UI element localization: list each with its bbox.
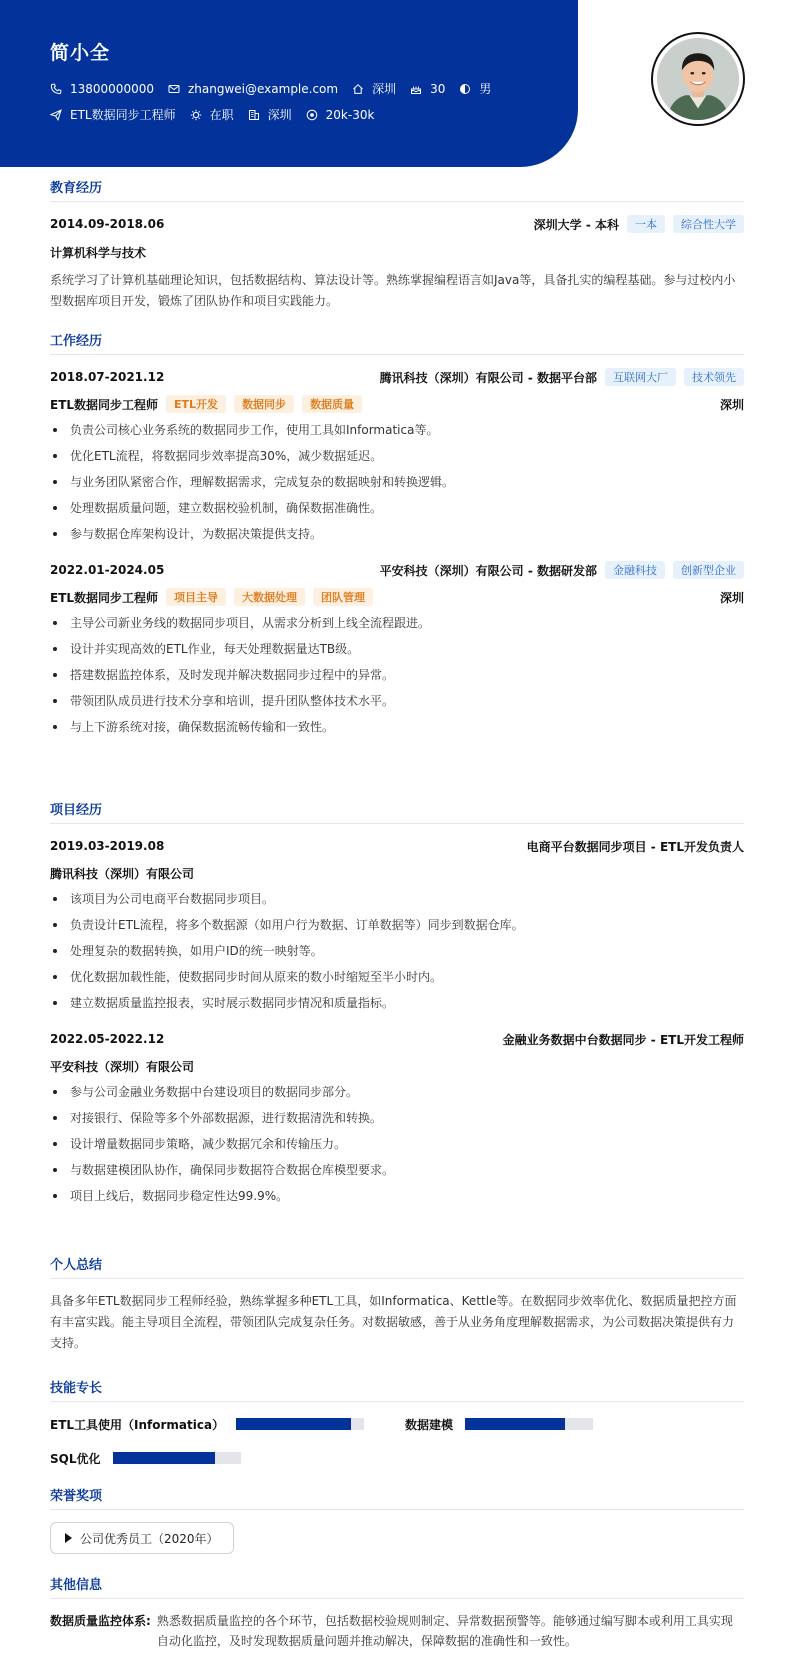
project-bullets [50, 886, 744, 1016]
education-description: 系统学习了计算机基础理论知识，包括数据结构、算法设计等。熟练掌握编程语言如Java等，具备扎实的编程基础。参与过校内小型数据库项目开发，锻炼了团队协作和项目实践能力。 [50, 273, 736, 308]
profile-photo [657, 38, 739, 120]
email-address: zhangwei@example.com [187, 81, 339, 96]
company-name: 腾讯科技（深圳）有限公司 - 数据平台部 [379, 370, 597, 385]
list-item: 处理复杂的数据转换，如用户ID的统一映射等。 [50, 938, 744, 964]
award-text: 公司优秀员工（2020年） [80, 1531, 219, 1546]
awards-section [50, 1485, 744, 1554]
avatar [651, 32, 745, 126]
list-item: 与上下游系统对接，确保数据流畅传输和一致性。 [50, 714, 744, 740]
list-item: 设计并实现高效的ETL作业，每天处理数据量达TB级。 [50, 636, 744, 662]
list-item: 项目上线后，数据同步稳定性达99.9%。 [50, 1183, 744, 1209]
skill-tag: 大数据处理 [234, 588, 305, 606]
company-tag: 互联网大厂 [605, 368, 676, 386]
project-section [50, 799, 744, 1209]
job-title: ETL数据同步工程师 [50, 590, 159, 605]
skill-bar [465, 1418, 593, 1430]
school-info [534, 215, 744, 233]
phone-item [50, 82, 154, 96]
project-name: 电商平台数据同步项目 - ETL开发负责人 [526, 839, 744, 854]
school-tag: 一本 [627, 215, 665, 233]
section-title: 教育经历 [50, 177, 744, 202]
section-title: 技能专长 [50, 1377, 744, 1402]
skill-tag: 团队管理 [313, 588, 373, 606]
list-item: 该项目为公司电商平台数据同步项目。 [50, 886, 744, 912]
hometown-value: 深圳 [372, 82, 397, 96]
project-item [50, 836, 744, 1016]
skill-tag: 数据质量 [302, 395, 362, 413]
award-item[interactable] [50, 1522, 234, 1554]
phone-number: 13800000000 [70, 81, 154, 96]
status-icon [190, 109, 202, 121]
project-company: 平安科技（深圳）有限公司 [50, 1059, 195, 1074]
school-name: 深圳大学 - 本科 [533, 217, 619, 232]
age-item [410, 82, 445, 96]
position-value: ETL数据同步工程师 [70, 108, 176, 122]
candidate-name: 简小全 [50, 42, 111, 64]
company-name: 平安科技（深圳）有限公司 - 数据研发部 [379, 563, 597, 578]
education-header [50, 214, 744, 234]
skill-tag: ETL开发 [166, 395, 226, 413]
work-item [50, 560, 744, 740]
skill-item [50, 1450, 241, 1467]
list-item: 与业务团队紧密合作，理解数据需求，完成复杂的数据映射和转换逻辑。 [50, 469, 744, 495]
city-value: 深圳 [267, 108, 292, 122]
work-city: 深圳 [719, 590, 744, 605]
skill-tag: 项目主导 [166, 588, 226, 606]
list-item: 负责设计ETL流程，将多个数据源（如用户行为数据、订单数据等）同步到数据仓库。 [50, 912, 744, 938]
job-title: ETL数据同步工程师 [50, 397, 159, 412]
project-date: 2019.03-2019.08 [50, 839, 165, 853]
project-company: 腾讯科技（深圳）有限公司 [50, 866, 195, 881]
company-tag: 金融科技 [605, 561, 665, 579]
other-label: 数据质量监控体系: [50, 1614, 151, 1628]
section-title: 项目经历 [50, 799, 744, 824]
home-icon [352, 83, 364, 95]
building-icon [248, 109, 260, 121]
work-section [50, 330, 744, 740]
email-item [168, 82, 338, 96]
status-item [190, 106, 234, 123]
summary-text: 具备多年ETL数据同步工程师经验，熟练掌握多种ETL工具，如Informatica、Kettle等。在数据同步效率优化、数据质量把控方面有丰富实践。能主导项目全流程，带领团队完成复杂任务。对数据敏感，善于从业务角度理解数据需求，为公司数据决策提供有力支持。 [50, 1294, 737, 1350]
section-title: 荣誉奖项 [50, 1485, 744, 1510]
other-section [50, 1574, 744, 1651]
education-date: 2014.09-2018.06 [50, 217, 165, 231]
work-date: 2022.01-2024.05 [50, 563, 165, 577]
gender-item [459, 80, 491, 97]
list-item: 搭建数据监控体系，及时发现并解决数据同步过程中的异常。 [50, 662, 744, 688]
city-item [248, 106, 292, 123]
salary-icon [306, 109, 318, 121]
section-title: 个人总结 [50, 1254, 744, 1279]
section-title: 其他信息 [50, 1574, 744, 1599]
work-city: 深圳 [719, 397, 744, 412]
list-item: 带领团队成员进行技术分享和培训，提升团队整体技术水平。 [50, 688, 744, 714]
contact-row [50, 80, 505, 97]
list-item: 参与公司金融业务数据中台建设项目的数据同步部分。 [50, 1079, 744, 1105]
job-intent-row [50, 106, 388, 123]
skill-bar-fill [465, 1418, 565, 1430]
list-item: 与数据建模团队协作，确保同步数据符合数据仓库模型要求。 [50, 1157, 744, 1183]
gender-value: 男 [479, 82, 492, 96]
skill-bar [113, 1452, 241, 1464]
summary-section [50, 1254, 744, 1354]
mail-icon [168, 83, 180, 95]
list-item: 参与数据仓库架构设计，为数据决策提供支持。 [50, 521, 744, 547]
school-tag: 综合性大学 [673, 215, 744, 233]
skill-tag: 数据同步 [234, 395, 294, 413]
company-info [380, 368, 744, 386]
list-item: 处理数据质量问题，建立数据校验机制，确保数据准确性。 [50, 495, 744, 521]
company-tag: 技术领先 [684, 368, 744, 386]
major-name: 计算机科学与技术 [50, 246, 147, 260]
age-value: 30 [430, 81, 446, 96]
section-title: 工作经历 [50, 330, 744, 355]
work-item [50, 367, 744, 547]
company-tag: 创新型企业 [673, 561, 744, 579]
status-value: 在职 [209, 108, 234, 122]
company-info [380, 561, 744, 579]
skill-bar-fill [113, 1452, 215, 1464]
list-item: 主导公司新业务线的数据同步项目，从需求分析到上线全流程跟进。 [50, 610, 744, 636]
skill-name: 数据建模 [405, 1417, 454, 1432]
cake-icon [410, 83, 422, 95]
gender-icon [459, 83, 471, 95]
skill-bar-fill [236, 1418, 351, 1430]
list-item: 设计增量数据同步策略，减少数据冗余和传输压力。 [50, 1131, 744, 1157]
other-text: 熟悉数据质量监控的各个环节，包括数据校验规则制定、异常数据预警等。能够通过编写脚本或利用工具实现自动化监控，及时发现数据质量问题并推动解决，保障数据的准确性和一致性。 [156, 1614, 733, 1648]
phone-icon [50, 83, 62, 95]
skill-name: SQL优化 [50, 1451, 101, 1466]
list-item: 建立数据质量监控报表，实时展示数据同步情况和质量指标。 [50, 990, 744, 1016]
work-bullets [50, 417, 744, 547]
skill-item [50, 1416, 405, 1433]
expand-arrow-icon [65, 1533, 72, 1543]
skill-bar [236, 1418, 364, 1430]
hometown-item [352, 80, 396, 97]
send-icon [50, 109, 62, 121]
list-item: 优化数据加载性能，使数据同步时间从原来的数小时缩短至半小时内。 [50, 964, 744, 990]
salary-item [306, 108, 375, 122]
skill-name: ETL工具使用（Informatica） [50, 1417, 225, 1432]
project-bullets [50, 1079, 744, 1209]
work-date: 2018.07-2021.12 [50, 370, 165, 384]
project-name: 金融业务数据中台数据同步 - ETL开发工程师 [502, 1032, 744, 1047]
education-section [50, 177, 744, 312]
position-item [50, 106, 176, 123]
list-item: 优化ETL流程，将数据同步效率提高30%，减少数据延迟。 [50, 443, 744, 469]
project-date: 2022.05-2022.12 [50, 1032, 165, 1046]
salary-value: 20k-30k [325, 107, 375, 122]
skill-item [405, 1416, 593, 1433]
list-item: 负责公司核心业务系统的数据同步工作，使用工具如Informatica等。 [50, 417, 744, 443]
project-item [50, 1029, 744, 1209]
other-item [50, 1611, 744, 1651]
work-bullets [50, 610, 744, 740]
list-item: 对接银行、保险等多个外部数据源，进行数据清洗和转换。 [50, 1105, 744, 1131]
skills-section [50, 1377, 744, 1468]
resume-header [0, 0, 578, 167]
